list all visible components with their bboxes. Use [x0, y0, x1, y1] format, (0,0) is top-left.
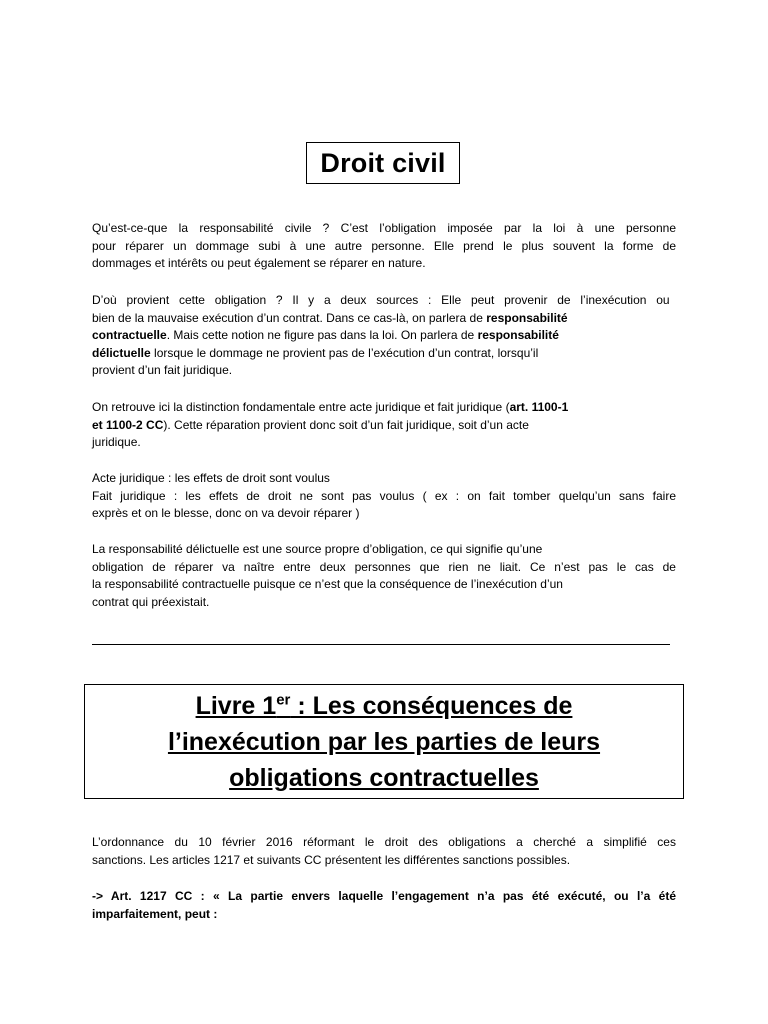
bold-term: délictuelle — [92, 345, 151, 360]
article-paragraph — [92, 888, 676, 923]
paragraph-line: Fait juridique : les effets de droit ne sont pas voulus ( ex : on fait tomber quelqu’un sans faire — [92, 488, 676, 503]
definitions-paragraph — [92, 470, 676, 523]
paragraph-line — [92, 417, 676, 435]
ordonnance-paragraph — [92, 834, 676, 869]
paragraph-line: sanctions. Les articles 1217 et suivants CC présentent les différentes sanctions possibles. — [92, 852, 571, 867]
text-run: . Mais cette notion ne figure pas dans la loi. On parlera de — [166, 328, 478, 342]
paragraph-line: L’ordonnance du 10 février 2016 réformant le droit des obligations a cherché a simplifié ces — [92, 835, 676, 849]
paragraph-line — [92, 327, 676, 345]
article-reference: et 1100-2 CC — [92, 417, 164, 432]
delictual-paragraph — [92, 541, 676, 611]
section-heading-line: l’inexécution par les parties de leurs — [167, 727, 601, 756]
paragraph-line: juridique. — [92, 435, 141, 449]
origin-paragraph — [92, 292, 676, 380]
text-run: On retrouve ici la distinction fondamentale entre acte juridique et fait juridique ( — [92, 400, 510, 414]
paragraph-line: La responsabilité délictuelle est une source propre d’obligation, ce qui signifie qu’une — [92, 542, 543, 556]
page-title-text: Droit civil — [320, 147, 446, 178]
distinction-paragraph — [92, 399, 676, 452]
bold-term: responsabilité — [477, 328, 559, 342]
section-heading-box — [84, 684, 684, 799]
paragraph-line: -> Art. 1217 CC : « La partie envers laquelle l’engagement n’a pas été exécuté, ou l’a été — [92, 889, 676, 903]
paragraph-line: Qu’est-ce-que la responsabilité civile ? C’est l’obligation imposée par la loi à une personne — [92, 221, 676, 235]
paragraph-line: contrat qui préexistait. — [92, 594, 210, 609]
paragraph-line: dommages et intérêts ou peut également se réparer en nature. — [92, 256, 426, 270]
text-run: ). Cette réparation provient donc soit d’un fait juridique, soit d’un acte — [163, 417, 529, 432]
text-run: : Les conséquences de — [290, 691, 573, 720]
paragraph-line: D’où provient cette obligation ? Il y a deux sources : Elle peut provenir de l’inexécution ou — [92, 293, 670, 307]
text-run: lorsque le dommage ne provient pas de l’exécution d’un contrat, lorsqu’il — [150, 345, 539, 360]
intro-paragraph — [92, 220, 676, 273]
text-run: Livre 1 — [195, 691, 277, 720]
paragraph-line: imparfaitement, peut : — [92, 906, 218, 921]
paragraph-line: provient d’un fait juridique. — [92, 363, 233, 377]
superscript: er — [276, 691, 291, 709]
paragraph-line: la responsabilité contractuelle puisque ce n’est que la conséquence de l’inexécution d’un — [92, 577, 563, 591]
section-heading-line: obligations contractuelles — [229, 763, 539, 792]
paragraph-line: Acte juridique : les effets de droit sont voulus — [92, 471, 330, 485]
text-run: bien de la mauvaise exécution d’un contrat. Dans ce cas-là, on parlera de — [92, 310, 487, 325]
page-title — [306, 142, 460, 184]
bold-term: contractuelle — [92, 328, 167, 342]
paragraph-line: exprès et on le blesse, donc on va devoir réparer ) — [92, 506, 360, 520]
paragraph-line: obligation de réparer va naître entre deux personnes que rien ne liait. Ce n’est pas le cas de — [92, 559, 676, 574]
paragraph-line — [92, 310, 676, 328]
paragraph-line: pour réparer un dommage subi à une autre personne. Elle prend le plus souvent la forme de — [92, 238, 676, 253]
horizontal-divider — [92, 644, 670, 645]
bold-term: responsabilité — [486, 310, 568, 325]
article-reference: art. 1100-1 — [509, 400, 569, 414]
paragraph-line — [92, 399, 676, 417]
paragraph-line — [92, 345, 676, 363]
section-heading-line — [196, 688, 573, 724]
